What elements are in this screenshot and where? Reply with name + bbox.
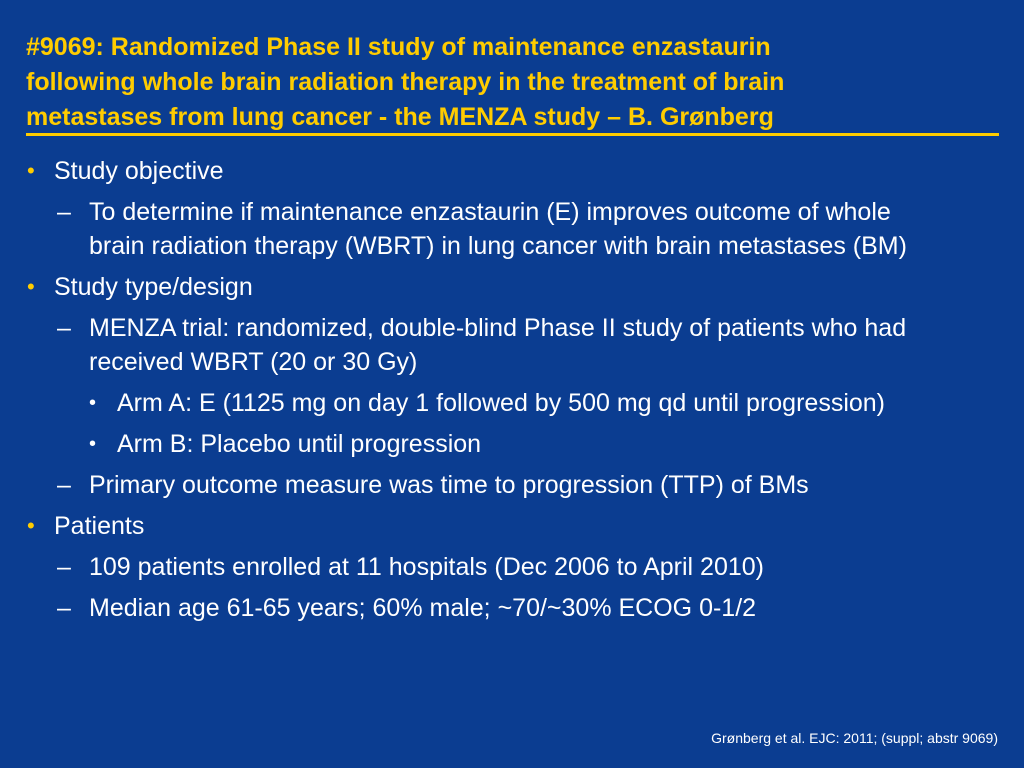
bullet-patients	[0, 509, 1024, 543]
sub-sub-bullet-text: Arm A: E (1125 mg on day 1 followed by 500 mg qd until progression)	[117, 389, 886, 417]
dash-icon: –	[57, 594, 71, 622]
dash-icon: –	[57, 471, 71, 499]
sub-bullet-text: Primary outcome measure was time to progression (TTP) of BMs	[89, 471, 809, 499]
sub-sub-bullet-arm-b	[0, 427, 1024, 461]
slide-title	[26, 30, 1006, 135]
dash-icon: –	[57, 198, 71, 226]
bullet-icon: •	[27, 158, 35, 183]
sub-bullet-text: 109 patients enrolled at 11 hospitals (Dec 2006 to April 2010)	[89, 553, 764, 581]
title-divider	[26, 133, 999, 136]
dash-icon: –	[57, 553, 71, 581]
slide-body	[0, 150, 1024, 625]
title-line: metastases from lung cancer - the MENZA study – B. Grønberg	[26, 103, 774, 131]
bullet-text: Patients	[54, 512, 145, 540]
bullet-text: Study objective	[54, 157, 224, 185]
dash-icon: –	[57, 314, 71, 342]
sub-bullet-text: Median age 61-65 years; 60% male; ~70/~30% ECOG 0-1/2	[89, 594, 757, 622]
sub-sub-bullet-text: Arm B: Placebo until progression	[117, 430, 482, 458]
bullet-icon: •	[89, 392, 97, 414]
title-line: following whole brain radiation therapy in the treatment of brain	[26, 68, 785, 96]
sub-bullet-text: To determine if maintenance enzastaurin (E) improves outcome of whole brain radiation therapy (WBRT) in lung cancer with brain metastases (BM)	[89, 198, 907, 260]
bullet-icon: •	[27, 274, 35, 299]
bullet-study-objective	[0, 154, 1024, 188]
sub-bullet-primary-outcome	[0, 468, 949, 502]
citation-footer: Grønberg et al. EJC: 2011; (suppl; abstr 9069)	[711, 730, 998, 746]
sub-bullet-objective	[0, 195, 949, 263]
bullet-icon: •	[27, 513, 35, 538]
sub-bullet-demographics	[0, 591, 949, 625]
sub-sub-bullet-arm-a	[0, 386, 1024, 420]
sub-bullet-text: MENZA trial: randomized, double-blind Phase II study of patients who had received WBRT (20 or 30 Gy)	[89, 314, 907, 376]
title-line: #9069: Randomized Phase II study of maintenance enzastaurin	[26, 33, 771, 61]
bullet-text: Study type/design	[54, 273, 253, 301]
sub-bullet-menza-trial	[0, 311, 949, 379]
bullet-study-design	[0, 270, 1024, 304]
bullet-icon: •	[89, 433, 97, 455]
sub-bullet-enrollment	[0, 550, 949, 584]
